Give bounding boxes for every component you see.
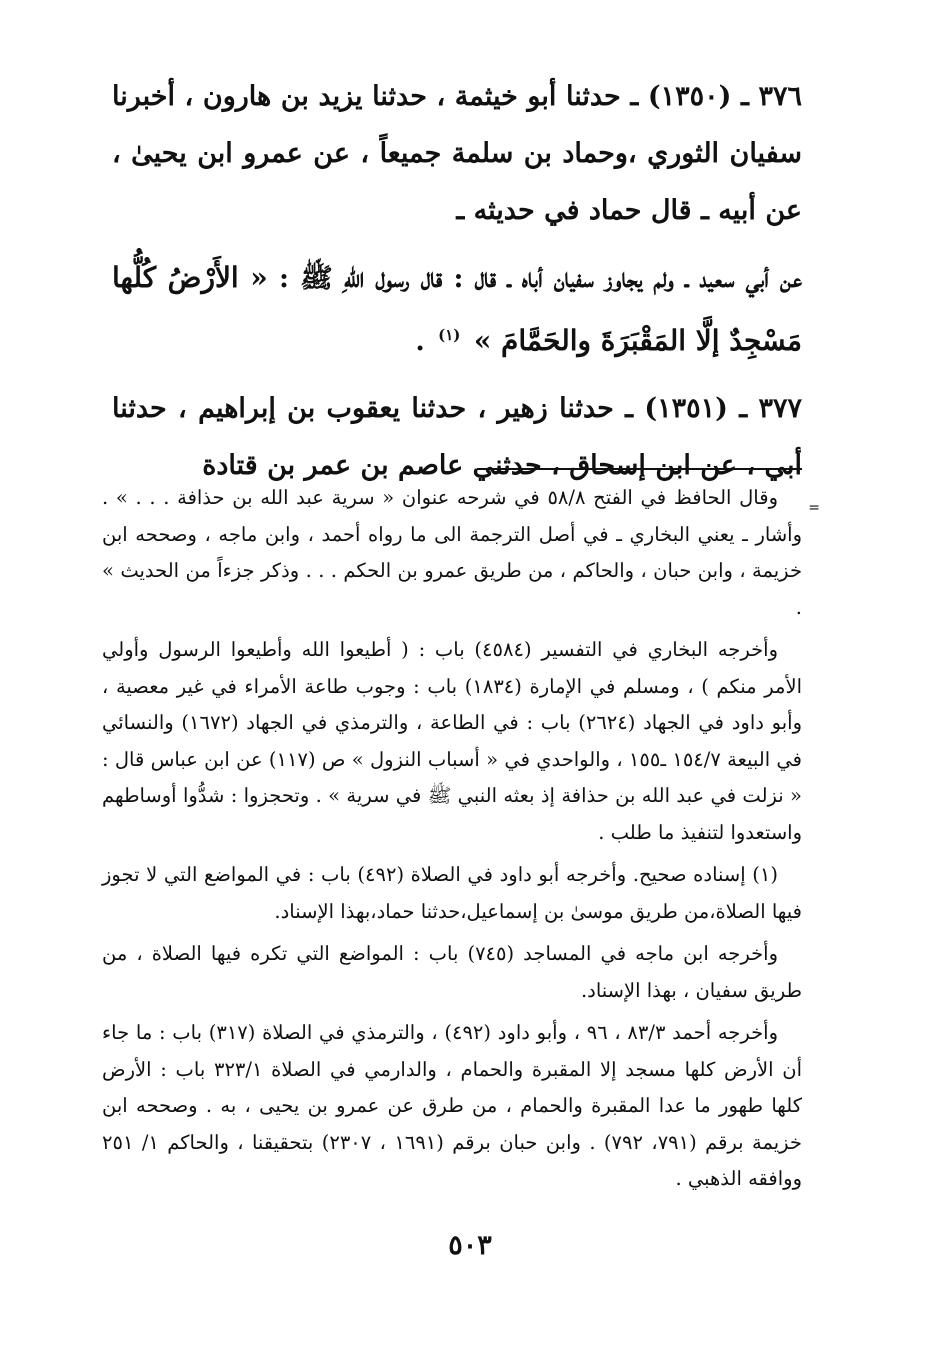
footnote-paragraph: وأخرجه ابن ماجه في المساجد (٧٤٥) باب : المواضع التي تكره فيها الصلاة ، من طريق سفيان ، بهذا الإسناد. [102,942,802,1002]
footnote-separator-rule [477,468,802,470]
footnote-paragraph: (١) إسناده صحيح. وأخرجه أبو داود في الصلاة (٤٩٢) باب : في المواضع التي لا تجوز فيها الصلاة،من طريق موسىٰ بن إسماعيل،حدثنا حماد،بهذا الإسناد. [102,863,802,923]
footnotes-section [102,480,802,1204]
hadith-text: عن أبي سعيد ـ ولم يجاوز سفيان أباه ـ قال : قال رسول اللّهِ ﷺ : [279,263,803,294]
footnote-paragraph: وأخرجه البخاري في التفسير (٤٥٨٤) باب : ( أطيعوا الله وأطيعوا الرسول وأولي الأمر منكم ) ، ومسلم في الإمارة (١٨٣٤) باب : وجوب طاعة الأمراء في غير معصية ، وأبو داود في الجهاد (٢٦٢٤) باب : في الطاعة ، والترمذي في الجهاد (١٦٧٢) والنسائي في البيعة ١٥٤/٧ ـ١٥٥ ، والواحدي في « أسباب النزول » ص (١١٧) عن ابن عباس قال : « نزلت في عبد الله بن حذافة إذ بعثه النبي ﷺ في سرية » . وتحجزوا : شدُّوا أوساطهم واستعدوا لتنفيذ ما طلب . [102,638,802,844]
footnote-reference: (١) [438,326,461,344]
hadith-text: ٣٧٦ ـ (١٣٥٠) ـ حدثنا أبو خيثمة ، حدثنا يزيد بن هارون ، أخبرنا سفيان الثوري ،وحماد بن سلمة جميعاً ، عن عمرو ابن يحيىٰ ، عن أبيه ـ قال حماد في حديثه ـ [112,81,802,226]
hadith-paragraph-377 [112,380,802,494]
hadith-matn-paragraph [112,249,802,370]
hadith-text-end: . [415,326,425,357]
main-text [112,68,802,504]
hadith-text: ٣٧٧ ـ (١٣٥١) ـ حدثنا زهير ، حدثنا يعقوب بن إبراهيم ، حدثنا أبي ، عن ابن إسحاق ، حدثني عاصم بن عمر بن قتادة [112,393,802,481]
footnote-paragraph: وقال الحافظ في الفتح ٥٨/٨ في شرحه عنوان « سرية عبد الله بن حذافة . . . » . وأشار ـ يعني البخاري ـ في أصل الترجمة الى ما رواه أحمد ، وابن ماجه ، وصححه ابن خزيمة ، وابن حبان ، والحاكم ، من طريق عمرو بن الحكم . . . وذكر جزءاً من الحديث » . [102,486,802,619]
prophetic-quote: « الأَرْضُ كُلُّها مَسْجِدٌ إلَّا المَقْبَرَةَ والحَمَّامَ » [112,261,802,357]
hadith-paragraph-376 [112,68,802,239]
page-number: ٥٠٣ [448,1230,492,1261]
footnote-paragraph: وأخرجه أحمد ٨٣/٣ ، ٩٦ ، وأبو داود (٤٩٢) ، والترمذي في الصلاة (٣١٧) باب : ما جاء أن الأرض كلها مسجد إلا المقبرة والحمام ، والدارمي في الصلاة ٣٢٣/١ باب : الأرض كلها طهور ما عدا المقبرة والحمام ، من طرق عن عمرو بن يحيى ، به . وصححه ابن خزيمة برقم (٧٩١، ٧٩٢) . وابن حبان برقم (١٦٩١ ، ٢٣٠٧) بتحقيقنا ، والحاكم ١/ ٢٥١ ووافقه الذهبي . [102,1021,802,1190]
continued-footnote-mark: = [808,500,820,516]
